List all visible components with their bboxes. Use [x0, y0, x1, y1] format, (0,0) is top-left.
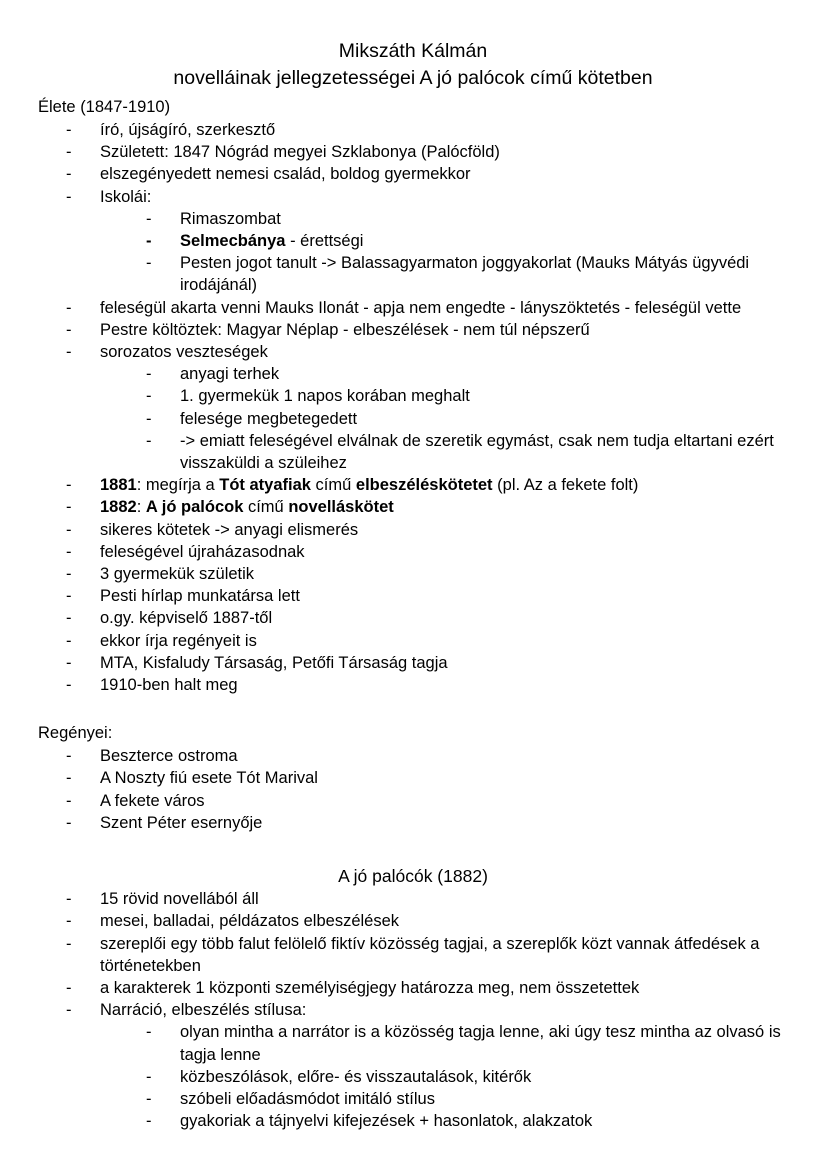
list-item	[66, 119, 788, 141]
bullet-dash-icon: -	[66, 542, 72, 561]
list-item-text: felesége megbetegedett	[180, 409, 358, 428]
list-item-text: 3 gyermekük születik	[100, 565, 255, 584]
list-item-text: Beszterce ostroma	[100, 747, 238, 766]
list-item	[66, 163, 788, 185]
list-item	[66, 563, 788, 585]
list-item-text: sorozatos veszteségek	[100, 343, 268, 362]
list-item	[66, 790, 788, 812]
list-item-text: olyan mintha a narrátor is a közösség tagja lenne, aki úgy tesz mintha az olvasó is tagja lenne	[180, 1023, 781, 1064]
list-item-text: -> emiatt feleségével elválnak de szeretik egymást, csak nem tudja eltartani ezért visszaküldi a szüleihez	[180, 431, 774, 473]
spacer	[38, 834, 788, 864]
list-item-work-title: Tót atyafiak	[219, 476, 311, 495]
bullet-dash-icon: -	[146, 431, 152, 450]
list-item-text: elszegényedett nemesi család, boldog gyermekkor	[100, 165, 471, 184]
list-item	[66, 186, 788, 297]
list-item	[66, 297, 788, 319]
list-item	[66, 519, 788, 541]
list-item-text: : megírja a	[136, 476, 220, 495]
schools-sublist	[146, 208, 788, 297]
volume-list	[66, 888, 788, 1132]
losses-sublist	[146, 363, 788, 474]
list-item-text: közbeszólások, előre- és visszautalások, kitérők	[180, 1067, 532, 1086]
bullet-dash-icon: -	[66, 298, 72, 317]
list-item	[66, 341, 788, 474]
list-item-text: MTA, Kisfaludy Társaság, Petőfi Társaság tagja	[100, 653, 448, 672]
bullet-dash-icon: -	[66, 791, 72, 810]
section-heading-novels: Regényei:	[38, 724, 113, 743]
list-item	[146, 430, 788, 474]
list-item	[146, 1110, 788, 1132]
list-item-text: Született: 1847 Nógrád megyei Szklabonya (Palócföld)	[100, 143, 500, 162]
list-item	[66, 888, 788, 910]
list-item-text: anyagi terhek	[180, 365, 280, 384]
list-item-text: író, újságíró, szerkesztő	[100, 121, 276, 139]
bullet-dash-icon: -	[66, 121, 72, 139]
list-item-text: Pestre költöztek: Magyar Néplap - elbeszélések - nem túl népszerű	[100, 320, 590, 339]
list-item-text: szereplői egy több falut felölelő fiktív közösség tagjai, a szereplők közt vannak átfedések a történetekben	[100, 934, 760, 975]
list-item	[66, 585, 788, 607]
list-item-text: 15 rövid novellából áll	[100, 890, 259, 909]
bullet-dash-icon: -	[66, 813, 72, 832]
section-heading-volume: A jó palócók (1882)	[338, 866, 488, 887]
list-item-text: gyakoriak a tájnyelvi kifejezések + hasonlatok, alakzatok	[180, 1112, 593, 1131]
bullet-dash-icon: -	[146, 365, 152, 384]
list-item-year: 1882	[100, 498, 137, 517]
bullet-dash-icon: -	[66, 631, 72, 650]
list-item	[66, 541, 788, 563]
bullet-dash-icon: -	[66, 165, 72, 184]
list-item-text: Szent Péter esernyője	[100, 813, 263, 832]
list-item-year: 1881	[100, 476, 137, 495]
spacer	[38, 696, 788, 718]
list-item	[66, 474, 788, 496]
list-item	[146, 1066, 788, 1088]
bullet-dash-icon: -	[146, 254, 152, 273]
list-item-text: Narráció, elbeszélés stílusa:	[100, 1001, 307, 1020]
bullet-dash-icon: -	[66, 890, 72, 909]
list-item-text: sikeres kötetek -> anyagi elismerés	[100, 520, 359, 539]
list-item	[66, 319, 788, 341]
list-item-text: A fekete város	[100, 791, 205, 810]
bullet-dash-icon: -	[66, 320, 72, 339]
list-item-text: című	[310, 476, 356, 495]
narration-sublist	[146, 1021, 788, 1132]
list-item	[66, 933, 788, 977]
bullet-dash-icon: -	[146, 1023, 152, 1042]
list-item-text: feleségével újraházasodnak	[100, 542, 305, 561]
bullet-dash-icon: -	[146, 1112, 152, 1131]
list-item-text: Pesti hírlap munkatársa lett	[100, 587, 300, 606]
list-item-work-kind: novelláskötet	[288, 498, 394, 517]
list-item-work-title: A jó palócok	[145, 498, 244, 517]
bullet-dash-icon: -	[66, 769, 72, 788]
section-heading-life: Élete (1847-1910)	[38, 98, 171, 116]
list-item-text-emphasis: Selmecbánya	[180, 232, 286, 251]
list-item	[66, 674, 788, 696]
bullet-dash-icon: -	[66, 1001, 72, 1020]
bullet-dash-icon: -	[66, 934, 72, 953]
bullet-dash-icon: -	[146, 232, 152, 251]
list-item	[66, 977, 788, 999]
list-item	[66, 630, 788, 652]
list-item-work-kind: elbeszéléskötetet	[355, 476, 493, 495]
bullet-dash-icon: -	[66, 912, 72, 931]
list-item	[146, 230, 788, 252]
bullet-dash-icon: -	[66, 565, 72, 584]
list-item	[146, 208, 788, 230]
life-list	[66, 119, 788, 696]
list-item-text: című	[243, 498, 289, 517]
bullet-dash-icon: -	[146, 409, 152, 428]
list-item-text: 1. gyermekük 1 napos korában meghalt	[180, 387, 470, 406]
list-item-text: Iskolái:	[100, 187, 152, 206]
bullet-dash-icon: -	[66, 520, 72, 539]
bullet-dash-icon: -	[66, 609, 72, 628]
document-title-line-1: Mikszáth Kálmán	[338, 40, 488, 62]
bullet-dash-icon: -	[146, 1067, 152, 1086]
bullet-dash-icon: -	[66, 343, 72, 362]
bullet-dash-icon: -	[146, 209, 152, 228]
list-item	[66, 141, 788, 163]
list-item	[66, 652, 788, 674]
list-item-text: Rimaszombat	[180, 209, 281, 228]
list-item-text: :	[136, 498, 146, 517]
bullet-dash-icon: -	[66, 587, 72, 606]
list-item	[66, 812, 788, 834]
list-item	[146, 385, 788, 407]
list-item	[66, 745, 788, 767]
bullet-dash-icon: -	[66, 676, 72, 695]
list-item	[66, 496, 788, 518]
bullet-dash-icon: -	[66, 498, 72, 517]
list-item-text: A Noszty fiú esete Tót Marival	[100, 769, 318, 788]
list-item-text: feleségül akarta venni Mauks Ilonát - apja nem engedte - lányszöktetés - feleségül vette	[100, 298, 742, 317]
bullet-dash-icon: -	[66, 476, 72, 495]
list-item-text: (pl. Az a fekete folt)	[492, 476, 639, 495]
list-item	[66, 910, 788, 932]
list-item	[146, 1088, 788, 1110]
list-item	[146, 363, 788, 385]
bullet-dash-icon: -	[146, 387, 152, 406]
list-item-text: mesei, balladai, példázatos elbeszélések	[100, 912, 400, 931]
bullet-dash-icon: -	[66, 653, 72, 672]
novels-list	[66, 745, 788, 834]
bullet-dash-icon: -	[146, 1089, 152, 1108]
list-item	[66, 607, 788, 629]
bullet-dash-icon: -	[66, 143, 72, 162]
list-item-text: szóbeli előadásmódot imitáló stílus	[180, 1089, 435, 1108]
bullet-dash-icon: -	[66, 978, 72, 997]
list-item	[66, 767, 788, 789]
document-title	[38, 38, 788, 92]
list-item-text: ekkor írja regényeit is	[100, 631, 257, 650]
list-item-text: o.gy. képviselő 1887-től	[100, 609, 273, 628]
bullet-dash-icon: -	[66, 747, 72, 766]
list-item	[146, 252, 788, 296]
list-item	[146, 408, 788, 430]
list-item-text: Pesten jogot tanult -> Balassagyarmaton joggyakorlat (Mauks Mátyás ügyvédi irodájánál)	[180, 254, 750, 295]
list-item	[66, 999, 788, 1132]
list-item-text: a karakterek 1 központi személyiségjegy határozza meg, nem összetettek	[100, 978, 640, 997]
list-item-text: - érettségi	[285, 232, 364, 251]
bullet-dash-icon: -	[66, 187, 72, 206]
list-item	[146, 1021, 788, 1065]
document-title-line-2: novelláinak jellegzetességei A jó palócok című kötetben	[173, 67, 653, 89]
list-item-text: 1910-ben halt meg	[100, 676, 238, 695]
